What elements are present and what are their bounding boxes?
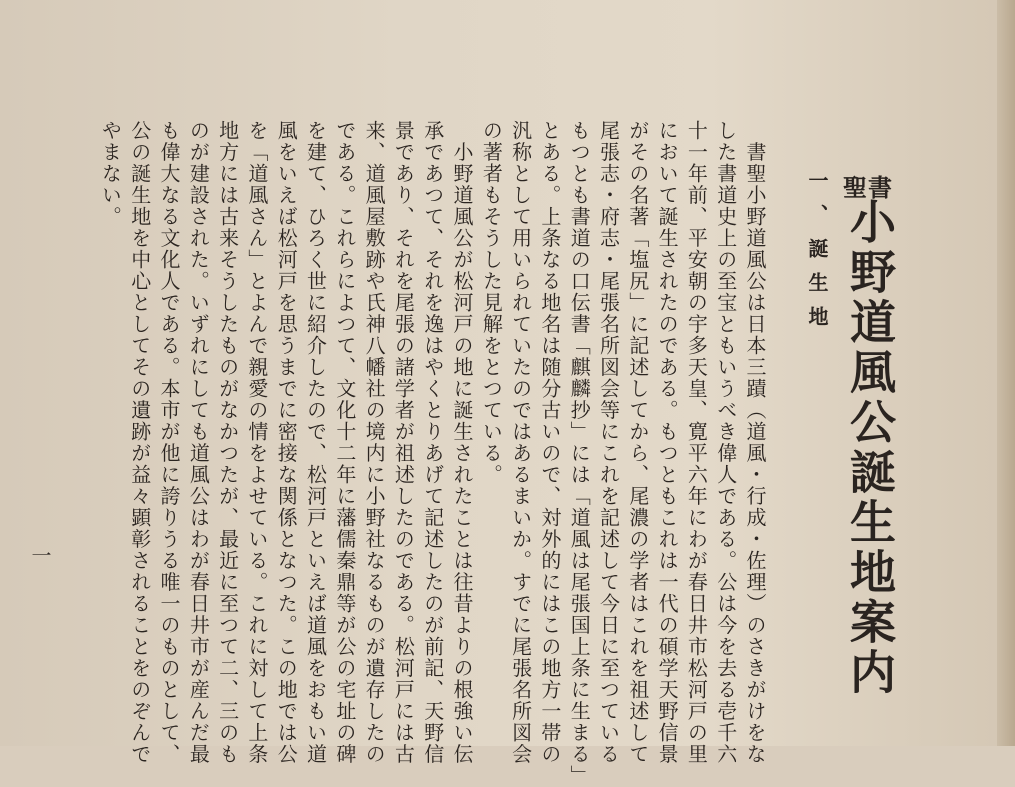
text-column: 風をいえば松河戸を思うまでに密接な関係となつた。この地では公 xyxy=(274,120,299,765)
page-title: 小野道風公誕生地案内 xyxy=(843,198,897,698)
text-column: 来、道風屋敷跡や氏神八幡社の境内に小野社なるものが遺存したの xyxy=(362,120,387,765)
text-column: 十一年前、平安朝の宇多天皇、寛平六年にわが春日井市松河戸の里 xyxy=(684,120,709,765)
text-column: とある。上条なる地名は随分古いので、対外的にはこの地方一帯の xyxy=(537,120,562,765)
page-number: 一 xyxy=(28,545,52,565)
text-column: 景であり、それを尾張の諸学者が祖述したのである。松河戸には古 xyxy=(391,120,416,765)
text-column: の著者もそうした見解をとつている。 xyxy=(479,120,504,486)
text-column: した書道史上の至宝ともいうべき偉人である。公は今を去る壱千六 xyxy=(713,120,738,765)
text-column: 書聖小野道風公は日本三蹟（道風・行成・佐理）のさきがけをな xyxy=(743,120,767,765)
text-column: において誕生されたのである。もつともこれは一代の碩学天野信景 xyxy=(655,120,680,765)
text-column: 小野道風公が松河戸の地に誕生されたことは往昔よりの根強い伝 xyxy=(450,120,474,765)
text-column: やまない。 xyxy=(98,120,123,228)
text-column: 汎称として用いられていたのではあるまいか。すでに尾張名所図会 xyxy=(508,120,533,765)
section-heading: 一、誕生地 xyxy=(805,170,829,340)
text-column: のが建設された。いずれにしても道風公はわが春日井市が産んだ最 xyxy=(186,120,211,765)
series-label: 聖書 xyxy=(843,173,893,202)
text-column: 尾張志・府志・尾張名所図会等にこれを記述して今日に至つている xyxy=(596,120,621,765)
text-column: を建て、ひろく世に紹介したので、松河戸といえば道風をおもい道 xyxy=(303,120,328,765)
text-column: がその名著「塩尻」に記述してから、尾濃の学者はこれを祖述して xyxy=(625,120,650,765)
binding-edge xyxy=(997,0,1015,746)
text-column: もつとも書道の口伝書「麒麟抄」には「道風は尾張国上条に生まる」 xyxy=(567,120,592,787)
text-column: である。これらによつて、文化十二年に藩儒秦鼎等が公の宅址の碑 xyxy=(332,120,357,765)
text-column: 公の誕生地を中心としてその遺跡が益々顕彰されることをのぞんで xyxy=(127,120,152,765)
text-column: 承であつて、それを逸はやくとりあげて記述したのが前記、天野信 xyxy=(420,120,445,765)
text-column: を「道風さん」とよんで親愛の情をよせている。これに対して上条 xyxy=(244,120,269,765)
text-column: 地方には古来そうしたものがなかつたが、最近に至つて二、三のも xyxy=(215,120,240,765)
text-column: も偉大なる文化人である。本市が他に誇りうる唯一のものとして、 xyxy=(157,120,181,765)
